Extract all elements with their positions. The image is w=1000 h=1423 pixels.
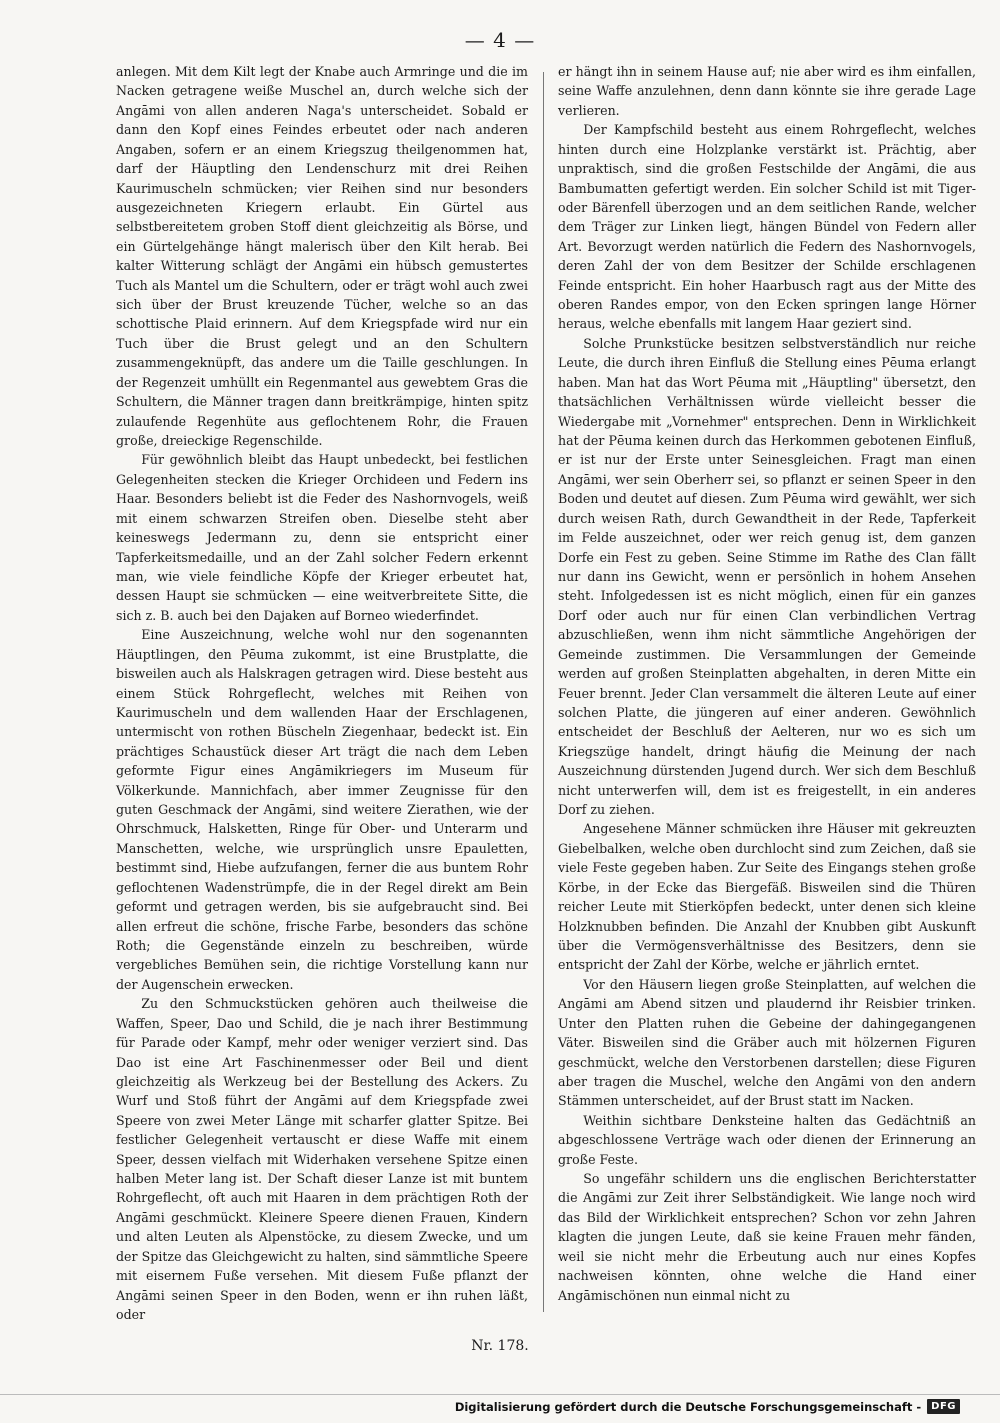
paragraph: Weithin sichtbare Denksteine halten das Gedächtniß an abgeschlossene Verträge wach oder dienen der Erinnerung an große Feste.: [558, 1112, 976, 1167]
paragraph: Angesehene Männer schmücken ihre Häuser mit gekreuzten Giebelbalken, welche oben durchlocht sind zum Zeichen, daß sie viele Feste gegeben haben. Zur Seite des Eingangs stehen große Körbe, in der Ecke das Biergefäß. Bisweilen sind die Thüren reicher Leute mit Stierköpfen bedeckt, unter denen sich kleine Holzknubben befinden. Die Anzahl der Knubben gibt Auskunft über die Vermögensverhältnisse des Besitzers, denn sie entspricht der Zahl der Körbe, welche er jährlich erntet.: [558, 821, 976, 973]
paragraph: Solche Prunkstücke besitzen selbstverständlich nur reiche Leute, die durch ihren Einfluß die Stellung eines Pēuma erlangt haben. Man hat das Wort Pēuma mit „Häuptling" übersetzt, den thatsächlichen Verhältnissen würde vielleicht besser die Wiedergabe mit „Vornehmer" entsprechen. Denn in Wirklichkeit hat der Pēuma keinen durch das Herkommen gebotenen Einfluß, er ist nur der Erste unter Seinesgleichen. Fragt man einen Angāmi, wer sein Oberherr sei, so pflanzt er seinen Speer in den Boden und deutet auf diesen. Zum Pēuma wird gewählt, wer sich durch weisen Rath, durch Gewandtheit in der Rede, Tapferkeit im Felde auszeichnet, oder wer reich genug ist, dem ganzen Dorfe ein Fest zu geben. Seine Stimme im Rathe des Clan fällt nur dann ins Gewicht, wenn er persönlich in hohem Ansehen steht. Infolgedessen ist es nicht möglich, einen für ein ganzes Dorf oder auch nur für einen Clan verbindlichen Vertrag abzuschließen, wenn ihm nicht sämmtliche Angehörigen der Gemeinde zustimmen. Die Versammlungen der Gemeinde werden auf großen Steinplatten abgehalten, in deren Mitte ein Feuer brennt. Jeder Clan versammelt die älteren Leute auf einer solchen Platte, die jüngeren auf einer anderen. Gewöhnlich entscheidet der Beschluß der Aelteren, nur wo es sich um Kriegszüge handelt, dringt häufig die Meinung der nach Auszeichnung dürstenden Jugend durch. Wer sich dem Beschluß nicht unterwerfen will, dem ist es freigestellt, in ein anderes Dorf zu ziehen.: [558, 335, 976, 818]
paragraph: Eine Auszeichnung, welche wohl nur den sogenannten Häuptlingen, den Pēuma zukommt, ist eine Brustplatte, die bisweilen auch als Halskragen getragen wird. Diese besteht aus einem Stück Rohrgeflecht, welches mit Reihen von Kaurimuscheln und dem wallenden Haar der Erschlagenen, untermischt von rothen Büscheln Ziegenhaar, bedeckt ist. Ein prächtiges Schaustück dieser Art trägt die nach dem Leben geformte Figur eines Angāmikriegers im Museum für Völkerkunde. Mannichfach, aber immer Zeugnisse für den guten Geschmack der Angāmi, sind weitere Zierathen, wie der Ohrschmuck, Halsketten, Ringe für Ober- und Unterarm und Manschetten, welche, wie ursprünglich unsre Epauletten, bestimmt sind, Hiebe aufzufangen, ferner die aus buntem Rohr geflochtenen Wadenstrümpfe, die in der Regel direkt am Bein geformt und getragen werden, bis sie aufgebraucht sind. Bei allen erfreut die schöne, frische Farbe, besonders das schöne Roth; die Gegenstände einzeln zu beschreiben, würde vergebliches Bemühen sein, die richtige Vorstellung kann nur der Augenschein erwecken.: [116, 627, 528, 992]
paragraph: So ungefähr schildern uns die englischen Berichterstatter die Angāmi zur Zeit ihrer Selbständigkeit. Wie lange noch wird das Bild der Wirklichkeit entsprechen? Schon vor zehn Jahren klagten die jungen Leute, daß sie keine Frauen mehr fänden, weil sie nicht mehr die Erbeutung auch nur eines Kopfes nachweisen könnten, ohne welche die Hand einer Angāmischönen nun einmal nicht zu: [558, 1171, 976, 1303]
dfg-logo: DFG: [927, 1399, 960, 1414]
credit-divider: [0, 1394, 1000, 1395]
paragraph: er hängt ihn in seinem Hause auf; nie aber wird es ihm einfallen, seine Waffe anzulehnen, denn dann könnte sie ihre gerade Lage verlieren.: [558, 64, 976, 118]
left-column: [116, 62, 528, 1324]
column-divider: [543, 72, 544, 1312]
page-number: — 4 —: [464, 28, 536, 52]
digitization-credit: [455, 1399, 960, 1414]
issue-number: Nr. 178.: [471, 1338, 529, 1354]
right-column: [558, 62, 976, 1305]
paragraph: Zu den Schmuckstücken gehören auch theilweise die Waffen, Speer, Dao und Schild, die je nach ihrer Bestimmung für Parade oder Kampf, mehr oder weniger verziert sind. Das Dao ist eine Art Faschinenmesser oder Beil und dient gleichzeitig als Werkzeug bei der Bestellung des Ackers. Zu Wurf und Stoß führt der Angāmi auf dem Kriegspfade zwei Speere von zwei Meter Länge mit scharfer glatter Spitze. Bei festlicher Gelegenheit vertauscht er diese Waffe mit einem Speer, dessen vielfach mit Widerhaken versehene Spitze einen halben Meter lang ist. Der Schaft dieser Lanze ist mit buntem Rohrgeflecht, oft auch mit Haaren in dem prächtigen Roth der Angāmi geschmückt. Kleinere Speere dienen Frauen, Kindern und alten Leuten als Alpenstöcke, zu diesem Zwecke, und um der Spitze das Gleichgewicht zu halten, sind sämmtliche Speere mit eisernem Fuße versehen. Mit diesem Fuße pflanzt der Angāmi seinen Speer in den Boden, wenn er ihn ruhen läßt, oder: [116, 996, 528, 1322]
paragraph: Vor den Häusern liegen große Steinplatten, auf welchen die Angāmi am Abend sitzen und plaudernd ihr Reisbier trinken. Unter den Platten ruhen die Gebeine der dahingegangenen Väter. Bisweilen sind die Gräber auch mit hölzernen Figuren geschmückt, welche den Verstorbenen darstellen; diese Figuren aber tragen die Muschel, welche den Angāmi von den andern Stämmen unterscheidet, auf der Brust statt im Nacken.: [558, 976, 976, 1109]
paragraph: Für gewöhnlich bleibt das Haupt unbedeckt, bei festlichen Gelegenheiten stecken die Krieger Orchideen und Federn ins Haar. Besonders beliebt ist die Feder des Nashornvogels, weiß mit einem schwarzen Streifen oben. Dieselbe steht aber keineswegs Jedermann zu, denn sie entspricht einer Tapferkeitsmedaille, und an der Zahl solcher Federn erkennt man, wie viele feindliche Köpfe der Krieger erbeutet hat, dessen Haupt sie schmücken — eine weitverbreitete Sitte, die sich z. B. auch bei den Dajaken auf Borneo wiederfindet.: [116, 452, 528, 623]
paragraph: Der Kampfschild besteht aus einem Rohrgeflecht, welches hinten durch eine Holzplanke verstärkt ist. Prächtig, aber unpraktisch, sind die großen Festschilde der Angāmi, die aus Bambumatten gefertigt werden. Ein solcher Schild ist mit Tiger- oder Bärenfell überzogen und an dem seitlichen Rande, welcher dem Träger zur Linken liegt, hängen Bündel von Federn aller Art. Bevorzugt werden natürlich die Federn des Nashornvogels, deren Zahl der von dem Besitzer der Schilde erschlagenen Feinde entspricht. Ein hoher Haarbusch ragt aus der Mitte des oberen Randes empor, von den Ecken springen lange Hörner heraus, welche ebenfalls mit langem Haar geziert sind.: [558, 122, 976, 332]
credit-text: Digitalisierung gefördert durch die Deutsche Forschungsgemeinschaft -: [454, 1399, 922, 1414]
paragraph: anlegen. Mit dem Kilt legt der Knabe auch Armringe und die im Nacken getragene weiße Muschel an, durch welche sich der Angāmi von allen anderen Naga's unterscheidet. Sobald er dann den Kopf eines Feindes erbeutet oder nach anderen Angaben, sofern er an einem Kriegszug theilgenommen hat, darf der Häuptling den Lendenschurz mit drei Reihen Kaurimuscheln schmücken; vier Reihen sind nur besonders ausgezeichneten Kriegern erlaubt. Ein Gürtel aus selbstbereitetem groben Stoff dient gleichzeitig als Börse, und ein Gürtelgehänge hängt malerisch über den Kilt herab. Bei kalter Witterung schlägt der Angāmi ein hübsch gemustertes Tuch als Mantel um die Schultern, oder er trägt wohl auch zwei sich über der Brust kreuzende Tücher, welche so an das schottische Plaid erinnern. Auf dem Kriegspfade wird nur ein Tuch über die Brust gelegt und an den Schultern zusammengeknüpft, das andere um die Taille geschlungen. In der Regenzeit umhüllt ein Regenmantel aus gewebtem Gras die Schultern, die Männer tragen dann breitkrämpige, hinten spitz zulaufende Regenhüte aus geflochtenem Rohr, die Frauen große, dreieckige Regenschilde.: [116, 64, 528, 449]
